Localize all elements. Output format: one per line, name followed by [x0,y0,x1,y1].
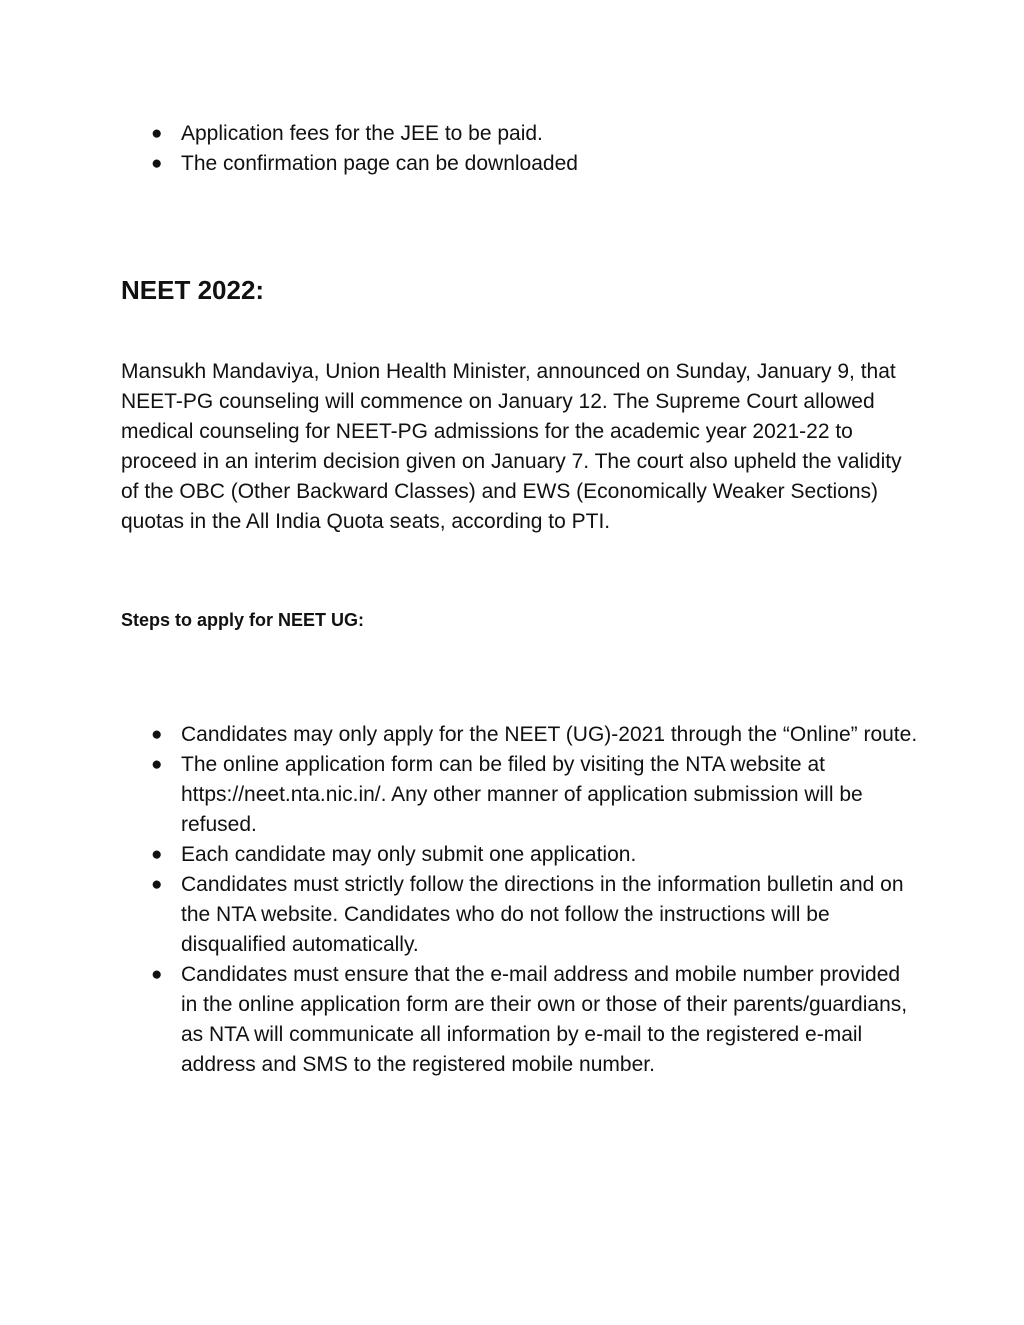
list-item [151,720,921,750]
section-paragraph: Mansukh Mandaviya, Union Health Minister, announced on Sunday, January 9, that NEET-PG counseling will commence on January 12. The Supreme Court allowed medical counseling for NEET-PG admissions for the academic year 2021-22 to proceed in an interim decision given on January 7. The court also upheld the validity of the OBC (Other Backward Classes) and EWS (Economically Weaker Sections) quotas in the All India Quota seats, according to PTI. [121,360,902,533]
bullet-icon: ● [151,724,163,745]
list-item-text: Candidates must ensure that the e-mail address and mobile number provided in the online application form are their own or those of their parents/guardians, as NTA will communicate all information by e-mail to the registered e-mail address and SMS to the registered mobile number. [181,963,908,1076]
list-item [151,960,921,1080]
jee-steps-list [151,119,921,179]
list-item [151,149,921,179]
list-item [151,750,921,840]
list-item-text: The confirmation page can be downloaded [181,152,578,175]
list-item [151,119,921,149]
bullet-icon: ● [151,844,163,865]
bullet-icon: ● [151,874,163,895]
bullet-icon: ● [151,754,163,775]
section-subheading: Steps to apply for NEET UG: [121,610,365,630]
list-item [151,840,921,870]
bullet-icon: ● [151,964,163,985]
section-heading: NEET 2022: [121,275,265,305]
list-item-text: Each candidate may only submit one application. [181,843,637,866]
bullet-icon: ● [151,123,163,144]
list-item-text: Application fees for the JEE to be paid. [181,122,543,145]
neet-steps-list [151,720,921,1080]
list-item [151,870,921,960]
list-item-text: Candidates may only apply for the NEET (UG)-2021 through the “Online” route. [181,723,918,746]
bullet-icon: ● [151,153,163,174]
list-item-text: Candidates must strictly follow the directions in the information bulletin and on the NTA website. Candidates who do not follow the instructions will be disqualified automatically. [181,873,904,956]
list-item-text: The online application form can be filed by visiting the NTA website at https://neet.nta.nic.in/. Any other manner of application submission will be refused. [181,753,863,836]
